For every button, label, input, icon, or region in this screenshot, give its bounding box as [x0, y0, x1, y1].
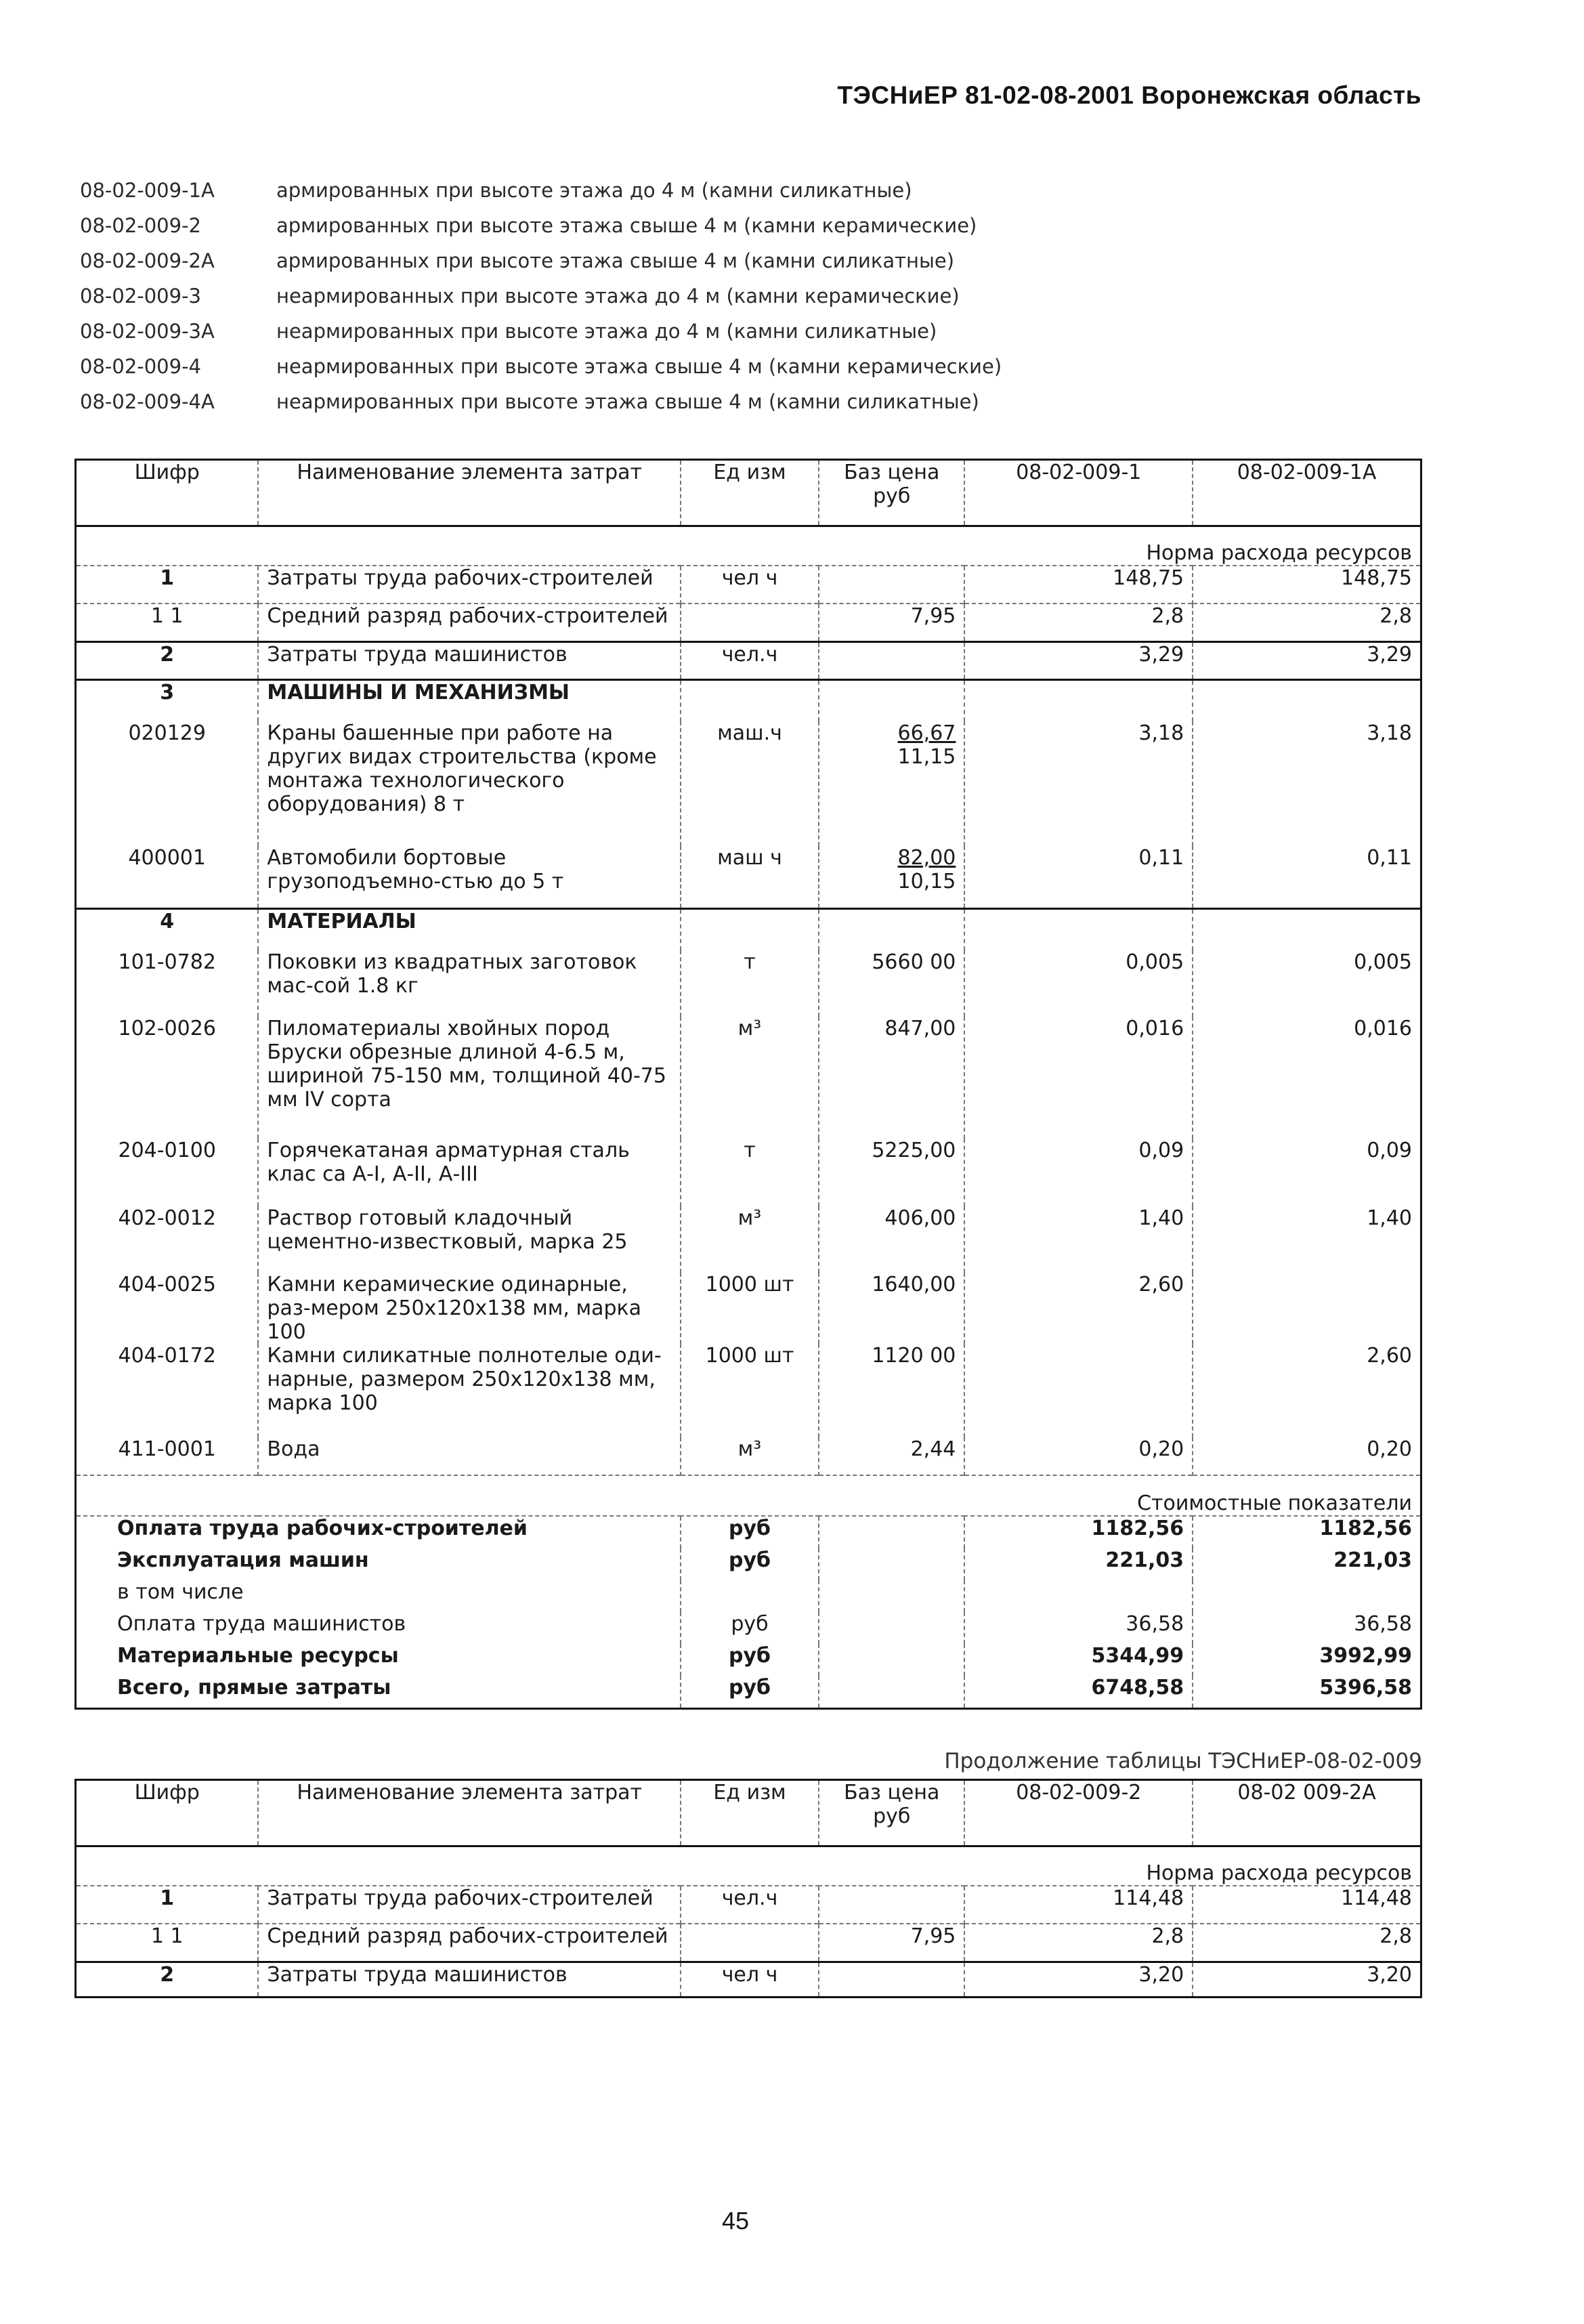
- variant-desc: неармированных при высоте этажа свыше 4 м (камни керамические): [276, 355, 1002, 378]
- variant-row: [80, 208, 1400, 243]
- cell-code: 1: [160, 566, 175, 590]
- header-unit: Ед изм: [681, 1780, 819, 1846]
- summary-row: [76, 1548, 1421, 1580]
- table-row: [76, 908, 1421, 950]
- header-code: Шифр: [76, 1780, 259, 1846]
- cell-price: [819, 641, 964, 679]
- summary-unit: руб: [681, 1612, 819, 1644]
- cell-code: 3: [76, 679, 259, 721]
- cell-value-1: 3,20: [964, 1962, 1193, 1997]
- table-header-row: [76, 460, 1421, 526]
- summary-value-1: [964, 1580, 1193, 1612]
- summary-label: в том числе: [117, 1580, 244, 1604]
- table-row: [76, 1924, 1421, 1962]
- summary-label: Эксплуатация машин: [117, 1548, 369, 1572]
- cell-price: [819, 566, 964, 604]
- price-labor-value: 10,15: [897, 870, 956, 893]
- cell-unit: м³: [681, 1017, 819, 1139]
- cell-value-1: [964, 1344, 1193, 1437]
- summary-price: [819, 1612, 964, 1644]
- summary-row: [76, 1580, 1421, 1612]
- cell-code: 4: [76, 908, 259, 950]
- cell-unit: [681, 604, 819, 641]
- summary-row: [76, 1516, 1421, 1548]
- cell-code: 404-0172: [118, 1344, 216, 1368]
- variant-code: 08-02-009-4А: [80, 390, 215, 413]
- cell-value-2: 3,29: [1193, 641, 1421, 679]
- cell-unit: 1000 шт: [681, 1344, 819, 1437]
- summary-value-2: 3992,99: [1193, 1644, 1421, 1676]
- cell-value-2: 2,60: [1193, 1344, 1421, 1437]
- cell-name: МАШИНЫ И МЕХАНИЗМЫ: [258, 679, 681, 721]
- cell-value-1: 2,8: [964, 1924, 1193, 1962]
- cell-value-2: 0,11: [1193, 846, 1421, 908]
- variant-row: [80, 349, 1400, 384]
- cell-name: Автомобили бортовые грузоподъемно-стью до 5 т: [258, 846, 681, 908]
- summary-label: Материальные ресурсы: [117, 1644, 399, 1668]
- cell-name: Затраты труда машинистов: [258, 1962, 681, 1997]
- cell-value-2: 114,48: [1193, 1886, 1421, 1924]
- cell-value-1: 3,29: [964, 641, 1193, 679]
- summary-value-2: 221,03: [1193, 1548, 1421, 1580]
- variant-desc: неармированных при высоте этажа свыше 4 м (камни силикатные): [276, 390, 979, 413]
- section-row: [76, 1846, 1421, 1886]
- variant-row: [80, 243, 1400, 278]
- cell-unit: 1000 шт: [681, 1273, 819, 1344]
- summary-row: [76, 1612, 1421, 1644]
- continuation-title: Продолжение таблицы ТЭСНиЕР-08-02-009: [944, 1749, 1422, 1773]
- cell-name: Камни керамические одинарные, раз-мером 250х120х138 мм, марка 100: [258, 1273, 681, 1344]
- cell-name: Средний разряд рабочих-строителей: [258, 1924, 681, 1962]
- cell-price: 5225,00: [819, 1139, 964, 1206]
- cell-unit: чел.ч: [681, 1886, 819, 1924]
- cell-unit: т: [681, 950, 819, 1017]
- header-variant-1: 08-02-009-2: [964, 1780, 1193, 1846]
- table-row: [76, 1437, 1421, 1475]
- cell-value-1: 3,18: [964, 721, 1193, 846]
- cell-value-1: 0,09: [964, 1139, 1193, 1206]
- cell-value-1: [964, 679, 1193, 721]
- table-row: [76, 846, 1421, 908]
- cell-value-1: 114,48: [964, 1886, 1193, 1924]
- cell-price: 1640,00: [819, 1273, 964, 1344]
- cell-price: 5660 00: [819, 950, 964, 1017]
- variant-code: 08-02-009-3А: [80, 320, 215, 343]
- cell-name: Раствор готовый кладочный цементно-известковый, марка 25: [258, 1206, 681, 1273]
- cell-value-2: [1193, 1273, 1421, 1344]
- variant-desc: армированных при высоте этажа свыше 4 м (камни силикатные): [276, 249, 955, 272]
- cell-code: 404-0025: [118, 1273, 216, 1296]
- table-row: [76, 721, 1421, 846]
- table-row: [76, 1206, 1421, 1273]
- cell-name: Средний разряд рабочих-строителей: [258, 604, 681, 641]
- cell-code: 1 1: [76, 1924, 259, 1962]
- cell-code: 102-0026: [118, 1017, 216, 1040]
- summary-unit: руб: [681, 1644, 819, 1676]
- cell-price: [819, 846, 964, 908]
- summary-price: [819, 1516, 964, 1548]
- variant-code: 08-02-009-2: [80, 214, 201, 237]
- summary-price: [819, 1676, 964, 1709]
- cell-unit: [681, 1924, 819, 1962]
- cell-name: Вода: [258, 1437, 681, 1475]
- cell-price: [819, 679, 964, 721]
- cell-code: 1 1: [76, 604, 259, 641]
- table-row: [76, 604, 1421, 641]
- table-row: [76, 566, 1421, 604]
- header-name: Наименование элемента затрат: [258, 460, 681, 526]
- cell-code: 2: [76, 1962, 259, 1997]
- cell-price: 1120 00: [819, 1344, 964, 1437]
- cell-price: 7,95: [819, 1924, 964, 1962]
- summary-label: Оплата труда машинистов: [117, 1612, 406, 1636]
- summary-unit: руб: [681, 1548, 819, 1580]
- cell-value-1: 148,75: [964, 566, 1193, 604]
- resource-norm-table: [74, 459, 1422, 1710]
- cell-value-2: 0,016: [1193, 1017, 1421, 1139]
- cell-value-1: 0,20: [964, 1437, 1193, 1475]
- summary-unit: руб: [681, 1516, 819, 1548]
- cell-price: [819, 908, 964, 950]
- variant-row: [80, 384, 1400, 419]
- summary-value-2: 1182,56: [1193, 1516, 1421, 1548]
- cost-section-title: Стоимостные показатели: [76, 1475, 1421, 1516]
- variant-desc: армированных при высоте этажа до 4 м (камни силикатные): [276, 179, 912, 202]
- summary-value-1: 36,58: [964, 1612, 1193, 1644]
- cell-value-1: 0,005: [964, 950, 1193, 1017]
- cell-unit: [681, 908, 819, 950]
- cell-name: Поковки из квадратных заготовок мас-сой 1.8 кг: [258, 950, 681, 1017]
- header-price: Баз цена руб: [819, 460, 964, 526]
- section-row: [76, 526, 1421, 566]
- cell-name: Затраты труда рабочих-строителей: [258, 1886, 681, 1924]
- cell-price: [819, 1886, 964, 1924]
- table-row: [76, 1962, 1421, 1997]
- cell-price: [819, 721, 964, 846]
- cell-price: 847,00: [819, 1017, 964, 1139]
- summary-price: [819, 1644, 964, 1676]
- table-row: [76, 1273, 1421, 1344]
- cell-value-1: 2,8: [964, 604, 1193, 641]
- variant-desc: неармированных при высоте этажа до 4 м (камни керамические): [276, 284, 960, 308]
- variant-row: [80, 314, 1400, 349]
- cell-unit: м³: [681, 1437, 819, 1475]
- cell-value-2: 2,8: [1193, 604, 1421, 641]
- cell-value-2: 2,8: [1193, 1924, 1421, 1962]
- header-code: Шифр: [76, 460, 259, 526]
- table-row: [76, 950, 1421, 1017]
- summary-unit: [681, 1580, 819, 1612]
- cell-value-2: [1193, 679, 1421, 721]
- norm-section-title: Норма расхода ресурсов: [76, 526, 1421, 566]
- summary-label: Всего, прямые затраты: [117, 1676, 391, 1699]
- cell-value-1: [964, 908, 1193, 950]
- header-price: Баз цена руб: [819, 1780, 964, 1846]
- cell-value-2: [1193, 908, 1421, 950]
- table-row: [76, 1139, 1421, 1206]
- cell-price: [819, 1962, 964, 1997]
- variant-code: 08-02-009-3: [80, 284, 201, 308]
- resource-norm-table-continued: [74, 1779, 1422, 1998]
- cell-value-2: 3,18: [1193, 721, 1421, 846]
- cell-value-2: 148,75: [1193, 566, 1421, 604]
- cell-code: 2: [76, 641, 259, 679]
- cell-price: 406,00: [819, 1206, 964, 1273]
- table-row: [76, 679, 1421, 721]
- summary-value-2: 5396,58: [1193, 1676, 1421, 1709]
- cell-value-1: 1,40: [964, 1206, 1193, 1273]
- header-name: Наименование элемента затрат: [258, 1780, 681, 1846]
- header-variant-1: 08-02-009-1: [964, 460, 1193, 526]
- variant-code: 08-02-009-4: [80, 355, 201, 378]
- cell-unit: маш ч: [681, 846, 819, 908]
- document-header: ТЭСНиЕР 81-02-08-2001 Воронежская область: [837, 81, 1421, 109]
- cell-code: 1: [160, 1886, 175, 1910]
- cell-unit: чел ч: [681, 566, 819, 604]
- variant-list: [80, 173, 1400, 419]
- table-row: [76, 1886, 1421, 1924]
- table-header-row: [76, 1780, 1421, 1846]
- cell-code: 020129: [128, 721, 206, 745]
- variant-desc: армированных при высоте этажа свыше 4 м (камни керамические): [276, 214, 977, 237]
- cell-code: 400001: [128, 846, 206, 870]
- summary-row: [76, 1676, 1421, 1709]
- cell-name: Краны башенные при работе на других видах строительства (кроме монтажа технологического оборудования) 8 т: [258, 721, 681, 846]
- cell-value-2: 3,20: [1193, 1962, 1421, 1997]
- summary-row: [76, 1644, 1421, 1676]
- cell-value-2: 0,005: [1193, 950, 1421, 1017]
- cell-code: 402-0012: [118, 1206, 216, 1230]
- table-row: [76, 1017, 1421, 1139]
- cell-unit: чел.ч: [681, 641, 819, 679]
- section-row: [76, 1475, 1421, 1516]
- summary-price: [819, 1548, 964, 1580]
- variant-desc: неармированных при высоте этажа до 4 м (камни силикатные): [276, 320, 937, 343]
- summary-value-2: [1193, 1580, 1421, 1612]
- variant-row: [80, 173, 1400, 208]
- cell-name: МАТЕРИАЛЫ: [258, 908, 681, 950]
- cell-value-2: 0,20: [1193, 1437, 1421, 1475]
- variant-row: [80, 278, 1400, 314]
- cell-value-1: 0,016: [964, 1017, 1193, 1139]
- variant-code: 08-02-009-2А: [80, 249, 215, 272]
- cell-unit: т: [681, 1139, 819, 1206]
- cell-value-1: 0,11: [964, 846, 1193, 908]
- summary-value-1: 6748,58: [964, 1676, 1193, 1709]
- cell-name: Пиломатериалы хвойных пород Бруски обрезные длиной 4-6.5 м, шириной 75-150 мм, толщиной 40-75 мм IV сорта: [258, 1017, 681, 1139]
- table-row: [76, 641, 1421, 679]
- cell-unit: маш.ч: [681, 721, 819, 846]
- cell-value-1: 2,60: [964, 1273, 1193, 1344]
- cell-code: 204-0100: [118, 1139, 216, 1162]
- cell-code: 411-0001: [118, 1437, 216, 1461]
- norm-section-title: Норма расхода ресурсов: [76, 1846, 1421, 1886]
- summary-value-1: 5344,99: [964, 1644, 1193, 1676]
- header-variant-2: 08-02 009-2А: [1193, 1780, 1421, 1846]
- cell-name: Горячекатаная арматурная сталь клас са А-I, А-II, А-III: [258, 1139, 681, 1206]
- cell-value-2: 1,40: [1193, 1206, 1421, 1273]
- cell-price: 7,95: [819, 604, 964, 641]
- header-unit: Ед изм: [681, 460, 819, 526]
- variant-code: 08-02-009-1А: [80, 179, 215, 202]
- cell-name: Камни силикатные полнотелые оди-нарные, размером 250х120х138 мм, марка 100: [258, 1344, 681, 1437]
- cell-name: Затраты труда рабочих-строителей: [258, 566, 681, 604]
- summary-value-1: 221,03: [964, 1548, 1193, 1580]
- summary-label: Оплата труда рабочих-строителей: [117, 1517, 528, 1540]
- cell-name: Затраты труда машинистов: [258, 641, 681, 679]
- cell-unit: чел ч: [681, 1962, 819, 1997]
- cell-unit: [681, 679, 819, 721]
- price-value: 66,67: [897, 721, 956, 745]
- price-labor-value: 11,15: [897, 745, 956, 769]
- cell-code: 101-0782: [118, 950, 216, 974]
- page-number: 45: [722, 2207, 750, 2235]
- cell-unit: м³: [681, 1206, 819, 1273]
- price-value: 82,00: [897, 846, 956, 870]
- cell-price: 2,44: [819, 1437, 964, 1475]
- table-row: [76, 1344, 1421, 1437]
- summary-price: [819, 1580, 964, 1612]
- summary-unit: руб: [681, 1676, 819, 1709]
- summary-value-2: 36,58: [1193, 1612, 1421, 1644]
- cell-value-2: 0,09: [1193, 1139, 1421, 1206]
- header-variant-2: 08-02-009-1А: [1193, 460, 1421, 526]
- summary-value-1: 1182,56: [964, 1516, 1193, 1548]
